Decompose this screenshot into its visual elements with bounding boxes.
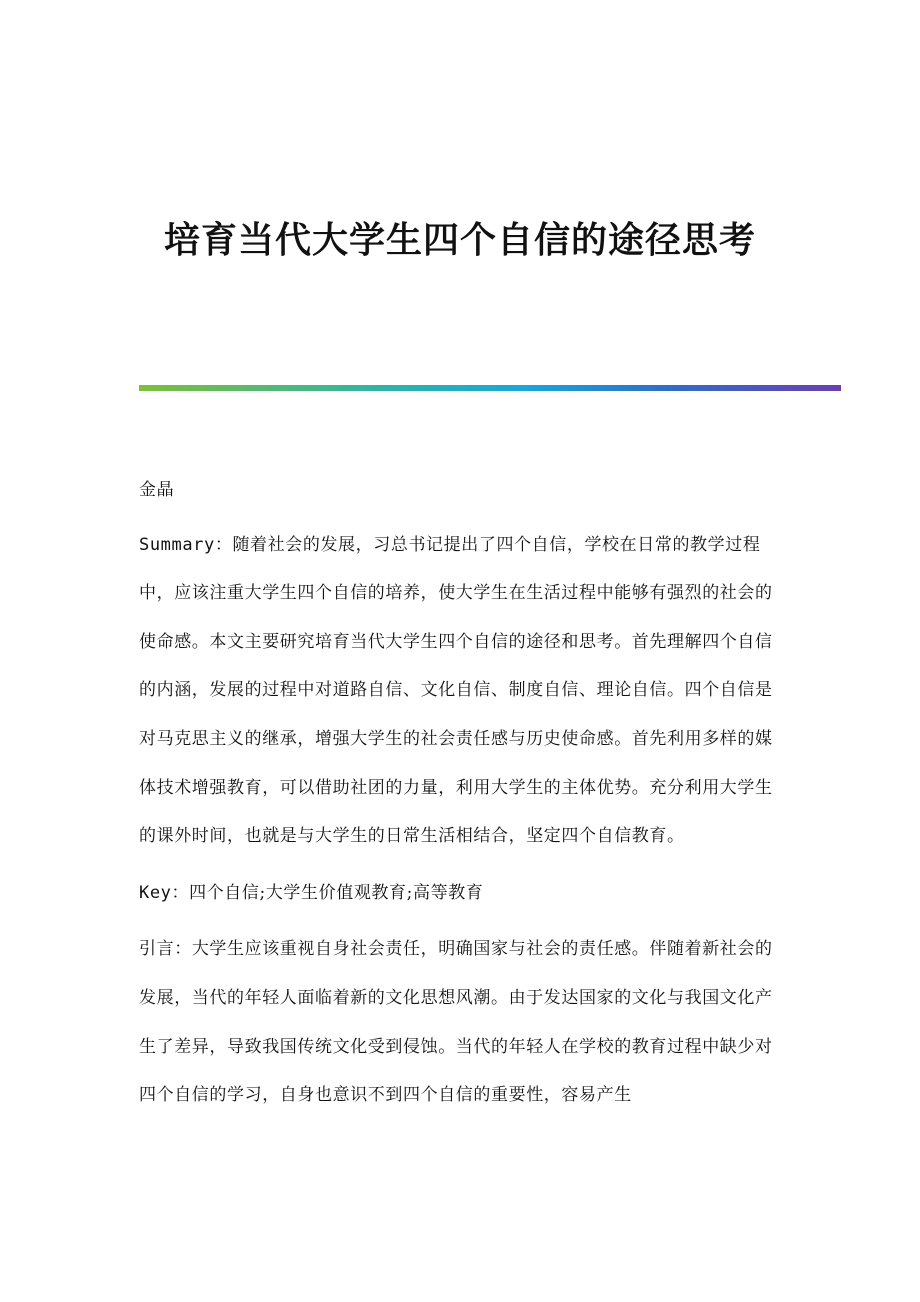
summary-paragraph: [139, 521, 779, 861]
summary-text: 随着社会的发展，习总书记提出了四个自信，学校在日常的教学过程中，应该注重大学生四个自信的培养，使大学生在生活过程中能够有强烈的社会的使命感。本文主要研究培育当代大学生四个自信的途径和思考。首先理解四个自信的内涵，发展的过程中对道路自信、文化自信、制度自信、理论自信。四个自信是对马克思主义的继承，增强大学生的社会责任感与历史使命感。首先利用多样的媒体技术增强教育，可以借助社团的力量，利用大学生的主体优势。充分利用大学生的课外时间，也就是与大学生的日常生活相结合，坚定四个自信教育。: [139, 534, 773, 847]
intro-paragraph: [139, 925, 779, 1119]
keywords-text: 四个自信;大学生价值观教育;高等教育: [189, 882, 484, 903]
document-body: [139, 466, 779, 1128]
author-name: 金晶: [139, 480, 175, 500]
keywords-label: Key：: [139, 882, 190, 903]
intro-text: 大学生应该重视自身社会责任，明确国家与社会的责任感。伴随着新社会的发展，当代的年轻人面临着新的文化思想风潮。由于发达国家的文化与我国文化产生了差异，导致我国传统文化受到侵蚀。当代的年轻人在学校的教育过程中缺少对四个自信的学习，自身也意识不到四个自信的重要性，容易产生: [139, 939, 773, 1106]
keywords-paragraph: [139, 869, 779, 918]
summary-label: Summary：: [139, 534, 233, 555]
document-title: 培育当代大学生四个自信的途径思考: [163, 220, 756, 261]
gradient-divider: [139, 385, 841, 391]
intro-label: 引言：: [139, 939, 192, 960]
